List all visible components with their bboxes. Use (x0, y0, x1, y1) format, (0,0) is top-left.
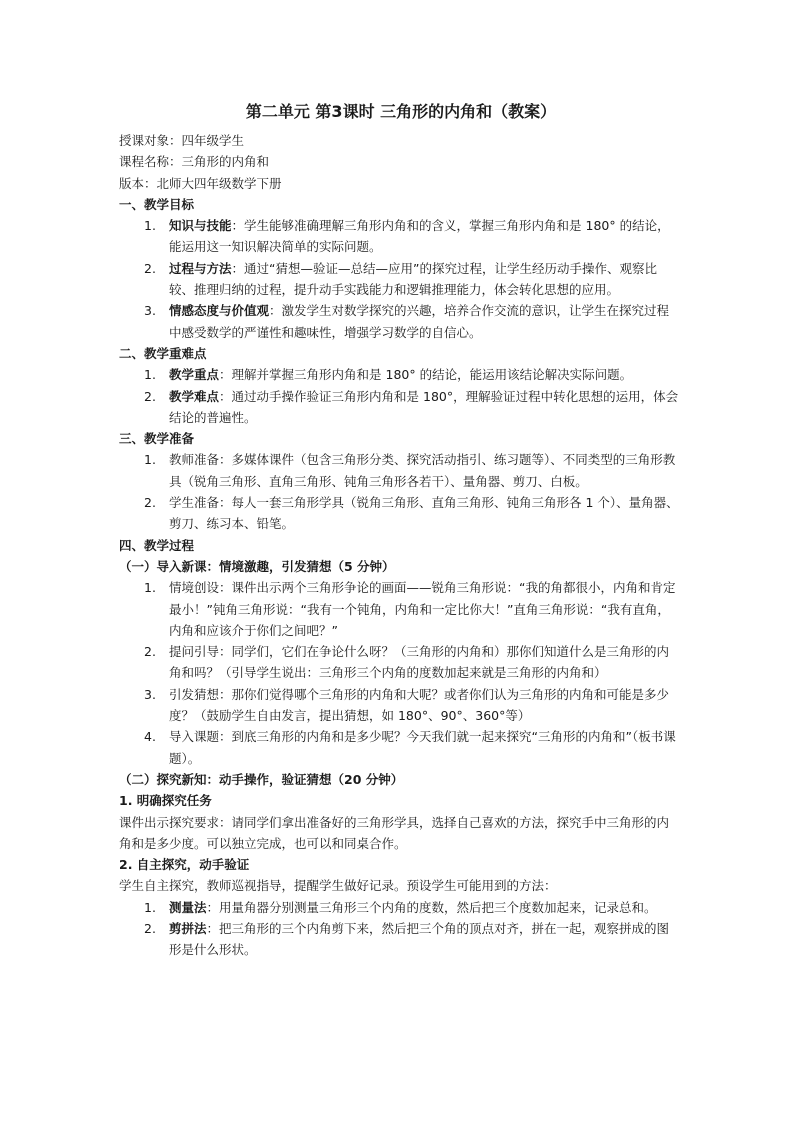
list-item (119, 386, 679, 429)
item-text: 情境创设：课件出示两个三角形争论的画面——锐角三角形说：“我的角都很小，内角和肯定最小！”钝角三角形说：“我有一个钝角，内角和一定比你大！”直角三角形说：“我有直角，内角和应该介于你们之间吧？” (169, 580, 676, 638)
item-text: ：用量角器分别测量三角形三个内角的度数，然后把三个度数加起来，记录总和。 (206, 899, 657, 915)
item-text: ：理解并掌握三角形内角和是 180° 的结论，能运用该结论解决实际问题。 (219, 367, 633, 383)
list-item (119, 364, 679, 385)
item-number: 1. (144, 367, 156, 383)
item-text: ：学生能够准确理解三角形内角和的含义，掌握三角形内角和是 180° 的结论，能运用这一知识解决简单的实际问题。 (169, 218, 670, 255)
list-item (119, 449, 679, 492)
item-text: ：激发学生对数学探究的兴趣，培养合作交流的意识，让学生在探究过程中感受数学的严谨性和趣味性，增强学习数学的自信心。 (169, 303, 670, 340)
item-label: 情感态度与价值观 (169, 303, 270, 319)
item-text: 导入课题：到底三角形的内角和是多少呢？今天我们就一起来探究“三角形的内角和”（板书课题）。 (169, 729, 676, 766)
item-number: 1. (144, 899, 156, 915)
step-text-task: 课件出示探究要求：请同学们拿出准备好的三角形学具，选择自己喜欢的方法，探究手中三角形的内角和是多少度。可以独立完成，也可以和同桌合作。 (119, 814, 670, 851)
subsection-heading-intro: （一）导入新课：情境激趣，引发猜想（5 分钟） (119, 558, 395, 574)
item-label: 过程与方法 (169, 260, 232, 276)
list-item (119, 918, 679, 961)
item-label: 测量法 (169, 899, 207, 915)
step-text-explore: 学生自主探究，教师巡视指导，提醒学生做好记录。预设学生可能用到的方法： (119, 878, 557, 894)
meta-version: 版本：北师大四年级数学下册 (119, 175, 282, 191)
section-heading-key-points: 二、教学重难点 (119, 345, 207, 361)
step-heading-explore: 2. 自主探究，动手验证 (119, 857, 250, 873)
item-label: 教学难点 (169, 388, 220, 404)
objectives-list (119, 215, 679, 343)
page-title: 第二单元 第3课时 三角形的内角和（教案） (245, 102, 557, 121)
item-text: ：通过动手操作验证三角形内角和是 180°，理解验证过程中转化思想的运用，体会结论的普遍性。 (169, 388, 679, 425)
item-number: 2. (144, 644, 156, 660)
item-text: ：把三角形的三个内角剪下来，然后把三个角的顶点对齐，拼在一起，观察拼成的图形是什么形状。 (169, 920, 670, 958)
item-number: 4. (144, 729, 156, 745)
list-item (119, 215, 679, 258)
item-text: 引发猜想：那你们觉得哪个三角形的内角和大呢？或者你们认为三角形的内角和可能是多少度？（鼓励学生自由发言，提出猜想，如 180°、90°、360°等） (169, 686, 670, 724)
key-points-list (119, 364, 679, 428)
list-item (119, 300, 679, 343)
intro-steps-list (119, 577, 679, 769)
item-text: ：通过“猜想—验证—总结—应用”的探究过程，让学生经历动手操作、观察比较、推理归纳的过程，提升动手实践能力和逻辑推理能力，体会转化思想的应用。 (169, 260, 657, 298)
section-heading-preparation: 三、教学准备 (119, 431, 195, 447)
item-number: 3. (144, 686, 156, 702)
preparation-list (119, 449, 679, 534)
methods-list (119, 897, 679, 961)
list-item (119, 897, 679, 918)
item-number: 2. (144, 920, 156, 936)
list-item (119, 684, 679, 727)
step-heading-task: 1. 明确探究任务 (119, 793, 212, 809)
item-text: 提问引导：同学们，它们在争论什么呀？（三角形的内角和）那你们知道什么是三角形的内角和吗？（引导学生说出：三角形三个内角的度数加起来就是三角形的内角和） (169, 644, 670, 681)
item-number: 3. (144, 303, 156, 319)
list-item (119, 492, 679, 535)
subsection-heading-explore: （二）探究新知：动手操作，验证猜想（20 分钟） (119, 771, 404, 787)
list-item (119, 577, 679, 641)
item-text: 学生准备：每人一套三角形学具（锐角三角形、直角三角形、钝角三角形各 1 个）、量角器、剪刀、练习本、铅笔。 (169, 495, 679, 532)
item-label: 知识与技能 (169, 218, 232, 234)
list-item (119, 726, 679, 769)
item-number: 1. (144, 452, 156, 468)
section-heading-process: 四、教学过程 (119, 537, 195, 553)
item-label: 剪拼法 (169, 920, 207, 936)
item-number: 2. (144, 260, 156, 276)
lesson-plan-body (119, 100, 679, 961)
list-item (119, 258, 679, 301)
section-heading-objectives: 一、教学目标 (119, 196, 195, 212)
item-number: 2. (144, 388, 156, 404)
item-number: 2. (144, 495, 156, 511)
item-number: 1. (144, 580, 156, 596)
list-item (119, 641, 679, 684)
item-label: 教学重点 (169, 367, 220, 383)
item-text: 教师准备：多媒体课件（包含三角形分类、探究活动指引、练习题等）、不同类型的三角形教具（锐角三角形、直角三角形、钝角三角形各若干）、量角器、剪刀、白板。 (169, 452, 676, 489)
meta-course: 课程名称：三角形的内角和 (119, 154, 270, 170)
meta-audience: 授课对象：四年级学生 (119, 133, 245, 148)
item-number: 1. (144, 218, 156, 234)
